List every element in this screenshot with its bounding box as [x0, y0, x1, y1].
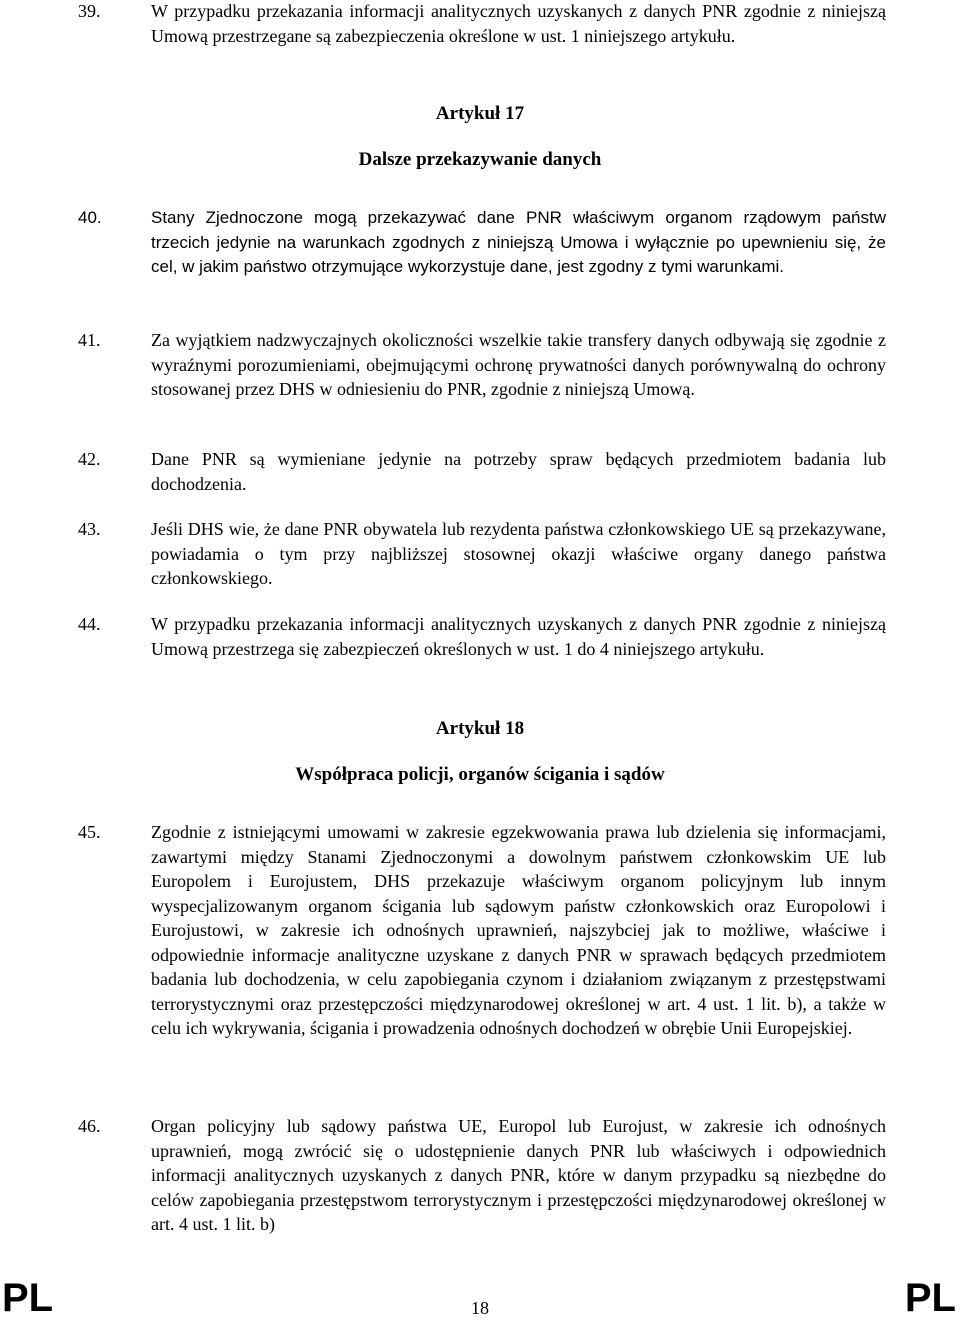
paragraph-number: 39.	[78, 1, 101, 21]
paragraph-39	[78, 0, 886, 48]
paragraph-text: Dane PNR są wymieniane jedynie na potrzeby spraw będących przedmiotem badania lub dochodzenia.	[151, 449, 886, 494]
paragraph-number: 44.	[78, 614, 101, 634]
paragraph-number: 40.	[78, 208, 102, 227]
paragraph-46	[78, 1114, 886, 1237]
paragraph-text: W przypadku przekazania informacji analitycznych uzyskanych z danych PNR zgodnie z niniejszą Umową przestrzegane są zabezpieczenia określone w ust. 1 niniejszego artykułu.	[151, 1, 886, 46]
paragraph-40	[78, 206, 886, 280]
paragraph-number: 42.	[78, 449, 101, 469]
footer-language-right: PL	[904, 1276, 956, 1320]
paragraph-45	[78, 820, 886, 1041]
paragraph-number: 41.	[78, 330, 101, 350]
paragraph-44	[78, 612, 886, 661]
paragraph-text: Za wyjątkiem nadzwyczajnych okoliczności wszelkie takie transfery danych odbywają się zgodnie z wyraźnymi porozumieniami, obejmującymi ochronę prywatności danych porównywalną do ochrony stosowanej przez DHS w odniesieniu do PNR, zgodnie z niniejszą Umową.	[151, 330, 886, 399]
article-17-subtitle: Dalsze przekazywanie danych	[358, 149, 602, 170]
article-18-subtitle: Współpraca policji, organów ścigania i sądów	[295, 764, 665, 785]
paragraph-text: Jeśli DHS wie, że dane PNR obywatela lub rezydenta państwa członkowskiego UE są przekazywane, powiadamia o tym przy najbliższej stosownej okazji właściwe organy danego państwa członkowskiego.	[151, 519, 886, 588]
article-17-title: Artykuł 17	[435, 103, 525, 124]
page-number: 18	[471, 1298, 489, 1318]
paragraph-text: W przypadku przekazania informacji analitycznych uzyskanych z danych PNR zgodnie z niniejszą Umową przestrzega się zabezpieczeń określonych w ust. 1 do 4 niniejszego artykułu.	[151, 614, 886, 659]
paragraph-text: Stany Zjednoczone mogą przekazywać dane PNR właściwym organom rządowym państw trzecich jedynie na warunkach zgodnych z niniejszą Umowa i wyłącznie po upewnieniu się, że cel, w jakim państwo otrzymujące wykorzystuje dane, jest zgodny z tymi warunkami.	[151, 208, 886, 276]
paragraph-text: Zgodnie z istniejącymi umowami w zakresie egzekwowania prawa lub dzielenia się informacjami, zawartymi między Stanami Zjednoczonymi a dowolnym państwem członkowskim UE lub Europolem i Eurojustem, DHS przekazuje właściwym organom policyjnym lub innym wyspecjalizowanym organom ścigania lub sądowym państw członkowskich oraz Europolowi i Eurojustowi, w zakresie ich odnośnych uprawnień, najszybciej jak to możliwe, właściwe i odpowiednie informacje analityczne uzyskane z danych PNR w sprawach będących przedmiotem badania lub dochodzenia, w celu zapobiegania czynom i działaniom związanym z przestępstwami terrorystycznymi oraz przestępczości międzynarodowej określonej w art. 4 ust. 1 lit. b), a także w celu ich wykrywania, ścigania i prowadzenia odnośnych dochodzeń w obrębie Unii Europejskiej.	[151, 822, 886, 1038]
paragraph-42	[78, 447, 886, 496]
paragraph-number: 43.	[78, 519, 101, 539]
paragraph-number: 46.	[78, 1116, 101, 1136]
footer-language-left: PL	[2, 1276, 54, 1320]
paragraph-41	[78, 328, 886, 402]
paragraph-number: 45.	[78, 822, 101, 842]
article-18-title: Artykuł 18	[435, 718, 525, 739]
paragraph-text: Organ policyjny lub sądowy państwa UE, Europol lub Eurojust, w zakresie ich odnośnych uprawnień, mogą zwrócić się o udostępnienie danych PNR lub właściwych i odpowiednich informacji analitycznych uzyskanych z danych PNR, które w danym przypadku są niezbędne do celów zapobiegania przestępstwom terrorystycznym i przestępczości międzynarodowej określonej w art. 4 ust. 1 lit. b)	[151, 1116, 886, 1234]
paragraph-43	[78, 517, 886, 591]
